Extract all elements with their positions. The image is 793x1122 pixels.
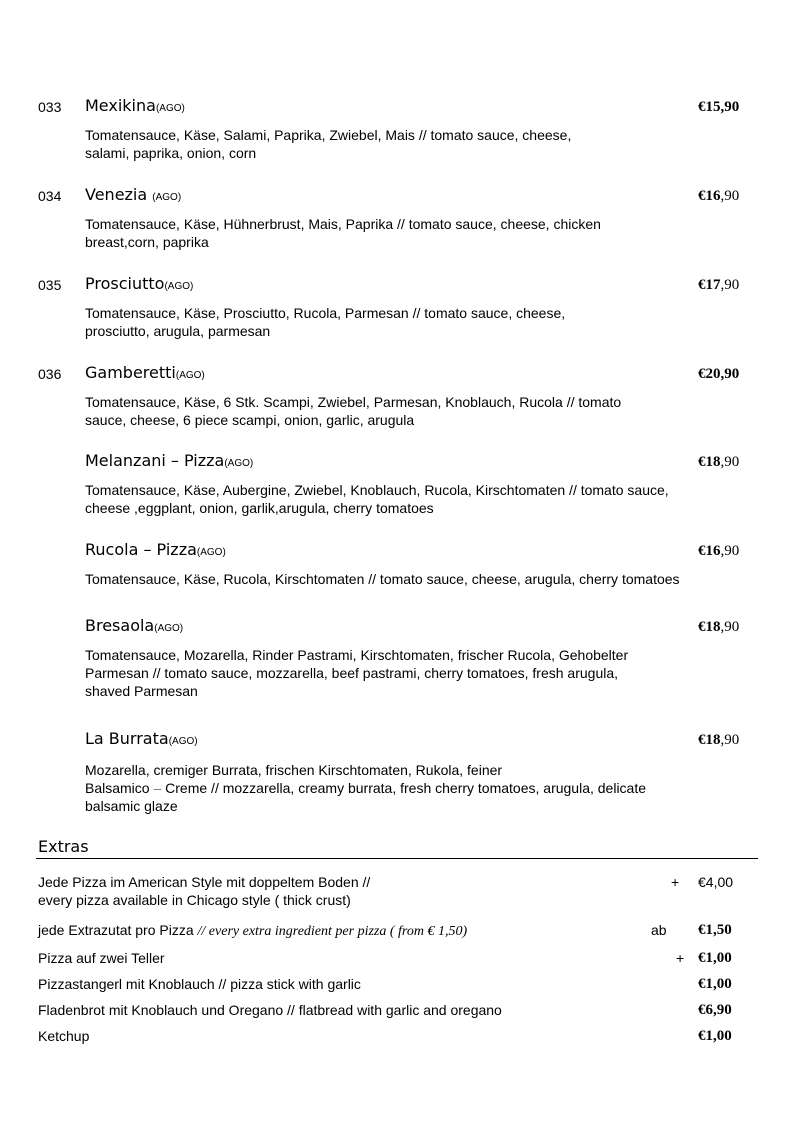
item-tag: (AGO) [168, 736, 198, 747]
item-description: Tomatensauce, Käse, Salami, Paprika, Zwiebel, Mais // tomato sauce, cheese, salami, paprika, onion, corn [85, 127, 572, 161]
item-tag: (AGO) [154, 623, 184, 634]
item-name: La Burrata(AGO) [85, 729, 198, 748]
item-price: €15,90 [698, 99, 740, 115]
item-tag: (AGO) [175, 370, 205, 381]
extra-price: €1,00 [698, 950, 732, 966]
item-number: 033 [38, 99, 62, 115]
extra-price: €6,90 [698, 1002, 732, 1018]
item-price: €17,90 [698, 277, 740, 293]
extra-label: Jede Pizza im American Style mit doppeltem Boden // every pizza available in Chicago style ( thick crust) [38, 874, 371, 908]
item-price: €20,90 [698, 366, 740, 382]
item-number: 035 [38, 277, 62, 293]
extra-label: Pizzastangerl mit Knoblauch // pizza stick with garlic [38, 976, 361, 992]
item-price: €16,90 [698, 543, 740, 559]
item-price: €18,90 [698, 619, 740, 635]
item-number: 036 [38, 366, 62, 382]
item-description: Tomatensauce, Käse, Aubergine, Zwiebel, Knoblauch, Rucola, Kirschtomaten // tomato sauce, cheese ,eggplant, onion, garlik,arugula, cherry tomatoes [85, 482, 669, 516]
item-name: Gamberetti(AGO) [85, 363, 205, 382]
item-name: Melanzani – Pizza(AGO) [85, 451, 254, 470]
extra-label: Fladenbrot mit Knoblauch und Oregano // flatbread with garlic and oregano [38, 1002, 502, 1018]
item-number: 034 [38, 188, 62, 204]
item-description: Tomatensauce, Mozarella, Rinder Pastrami, Kirschtomaten, frischer Rucola, Gehobelter Parmesan // tomato sauce, mozzarella, beef pastrami, cherry tomatoes, fresh arugula, shaved Parmesan [85, 647, 629, 699]
extra-price: €4,00 [698, 874, 734, 890]
item-description: Tomatensauce, Käse, Hühnerbrust, Mais, Paprika // tomato sauce, cheese, chicken breast,corn, paprika [85, 216, 601, 250]
item-name: Venezia (AGO) [85, 185, 182, 204]
item-name: Bresaola(AGO) [85, 616, 184, 635]
item-name: Mexikina(AGO) [85, 96, 185, 115]
item-description: Tomatensauce, Käse, 6 Stk. Scampi, Zwiebel, Parmesan, Knoblauch, Rucola // tomato sauce, cheese, 6 piece scampi, onion, garlic, arugula [85, 394, 622, 428]
extra-prefix: + [671, 874, 680, 890]
item-tag: (AGO) [152, 192, 182, 203]
extras-heading: Extras [38, 837, 89, 856]
item-description: Tomatensauce, Käse, Rucola, Kirschtomaten // tomato sauce, cheese, arugula, cherry tomatoes [85, 571, 680, 587]
item-tag: (AGO) [155, 103, 185, 114]
item-price: €18,90 [698, 732, 740, 748]
extra-label: jede Extrazutat pro Pizza // every extra ingredient per pizza ( from € 1,50) [38, 922, 468, 939]
item-description: Mozarella, cremiger Burrata, frischen Kirschtomaten, Rukola, feiner Balsamico – Creme // mozzarella, creamy burrata, fresh cherry tomatoes, arugula, delicate balsamic glaze [85, 762, 647, 814]
item-description: Tomatensauce, Käse, Prosciutto, Rucola, Parmesan // tomato sauce, cheese, prosciutto, arugula, parmesan [85, 305, 566, 339]
extra-price: €1,50 [698, 922, 732, 938]
item-price: €16,90 [698, 188, 740, 204]
item-tag: (AGO) [164, 281, 194, 292]
item-tag: (AGO) [196, 547, 226, 558]
extras-divider [36, 858, 758, 859]
extra-price: €1,00 [698, 976, 732, 992]
extra-prefix: + [676, 950, 685, 966]
item-name: Prosciutto(AGO) [85, 274, 194, 293]
extra-label: Pizza auf zwei Teller [38, 950, 165, 966]
item-tag: (AGO) [224, 458, 254, 469]
extra-price: €1,00 [698, 1028, 732, 1044]
item-price: €18,90 [698, 454, 740, 470]
extra-label: Ketchup [38, 1028, 90, 1044]
extra-prefix: ab [651, 922, 667, 938]
item-name: Rucola – Pizza(AGO) [85, 540, 226, 559]
